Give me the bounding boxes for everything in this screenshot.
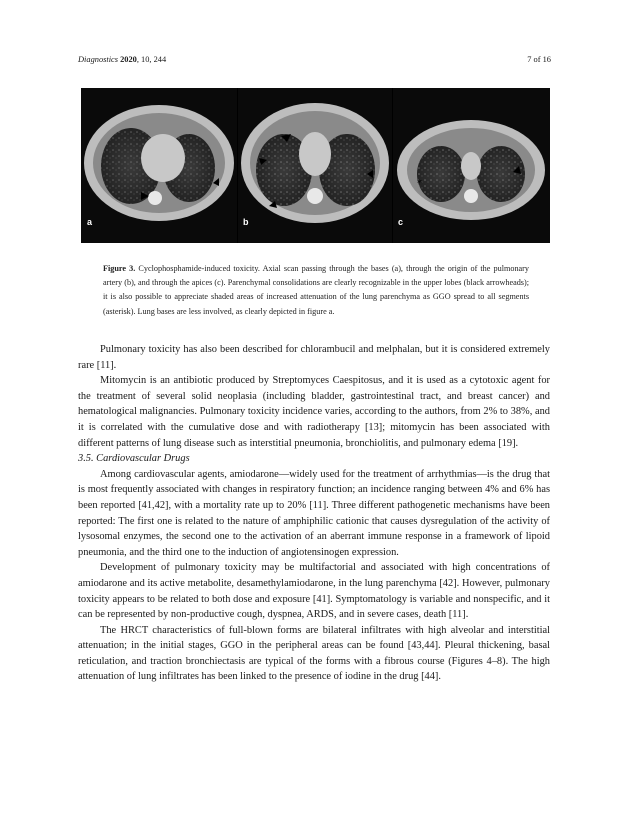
journal-volume: , 10, 244 bbox=[136, 55, 167, 64]
panel-label-c: c bbox=[398, 217, 404, 227]
ct-scan-image bbox=[81, 88, 550, 243]
paragraph-amiodarone: Among cardiovascular agents, amiodarone—widely used for the treatment of arrhythmias—is the drug that is most frequently associated with changes in respiratory function; an incidence ranging between 4% and 6% has been reported [41,42], with a mortality rate up to 20% [11]. Three different pathogenetic mechanisms have been reported: The first one is related to the nature of amphiphilic cationic that causes dysregulation of the activity of lysosomal enzymes, the second one to the activation of an aberrant immune response in a framework of lipoid pneumonia, and the third one to the induction of angiotensinogen expression. bbox=[78, 468, 550, 558]
scan-panel-a bbox=[81, 88, 237, 243]
caption-label: Figure 3. bbox=[103, 264, 136, 273]
journal-name: Diagnostics bbox=[78, 55, 119, 64]
scan-panel-c bbox=[393, 88, 550, 243]
svg-text:*: * bbox=[417, 178, 422, 189]
caption-text: Cyclophosphamide-induced toxicity. Axial scan passing through the bases (a), through the origin of the pulmonary artery (b), and through the apices (c). Parenchymal consolidations are clearly recognizable in the upper lobes (black arrowheads); it is also possible to appreciate shaded areas of increased attenuation of the lung parenchyma as GGO spread to all segments (asterisk). Lung bases are less involved, as clearly depicted in figure a. bbox=[103, 264, 530, 316]
ct-scan-figure bbox=[81, 88, 550, 243]
paragraph-chlorambucil: Pulmonary toxicity has also been described for chlorambucil and melphalan, but it is considered extremely rare [11]. bbox=[78, 344, 550, 371]
paragraph-hrct: The HRCT characteristics of full-blown forms are bilateral infiltrates with high alveolar and interstitial attenuation; in the initial stages, GGO in the peripheral areas can be found [43,44]. Pleural thickening, basal reticulation, and traction bronchiectasis are typical of the forms with a fibrous course (Figures 4–8). The high attenuation of lung infiltrates has been linked to the presence of iodine in the drug [44]. bbox=[78, 624, 550, 683]
panel-label-b: b bbox=[243, 217, 249, 227]
body-text bbox=[78, 342, 550, 685]
panel-label-a: a bbox=[87, 217, 93, 227]
page-number: 7 of 16 bbox=[527, 55, 551, 64]
section-heading: 3.5. Cardiovascular Drugs bbox=[78, 453, 190, 465]
scan-panel-b bbox=[238, 88, 392, 243]
running-header bbox=[78, 55, 551, 69]
figure-caption bbox=[103, 262, 529, 319]
paragraph-mitomycin: Mitomycin is an antibiotic produced by Streptomyces Caespitosus, and it is used as a cytotoxic agent for the treatment of several solid neoplasia (including bladder, gastrointestinal tract, and breast cancer) and hematological malignancies. Pulmonary toxicity incidence varies, according to the authors, from 2% to 38%, and it is correlated with the cumulative dose and with radiotherapy [13]; mitomycin has been associated with different patterns of lung disease such as interstitial pneumonia, bronchiolitis, and pulmonary edema [19]. bbox=[78, 375, 550, 449]
journal-year: 2020 bbox=[120, 55, 137, 64]
citation bbox=[78, 55, 166, 64]
paragraph-pulmonary-toxicity: Development of pulmonary toxicity may be multifactorial and associated with high concentrations of amiodarone and its active metabolite, desamethylamiodarone, in the lung parenchyma [42]. However, pulmonary toxicity appears to be related to both dose and exposure [41]. Symptomatology is variable and nonspecific, and it can be represented by non-productive cough, dyspnea, ARDS, and in severe cases, death [11]. bbox=[78, 562, 550, 621]
